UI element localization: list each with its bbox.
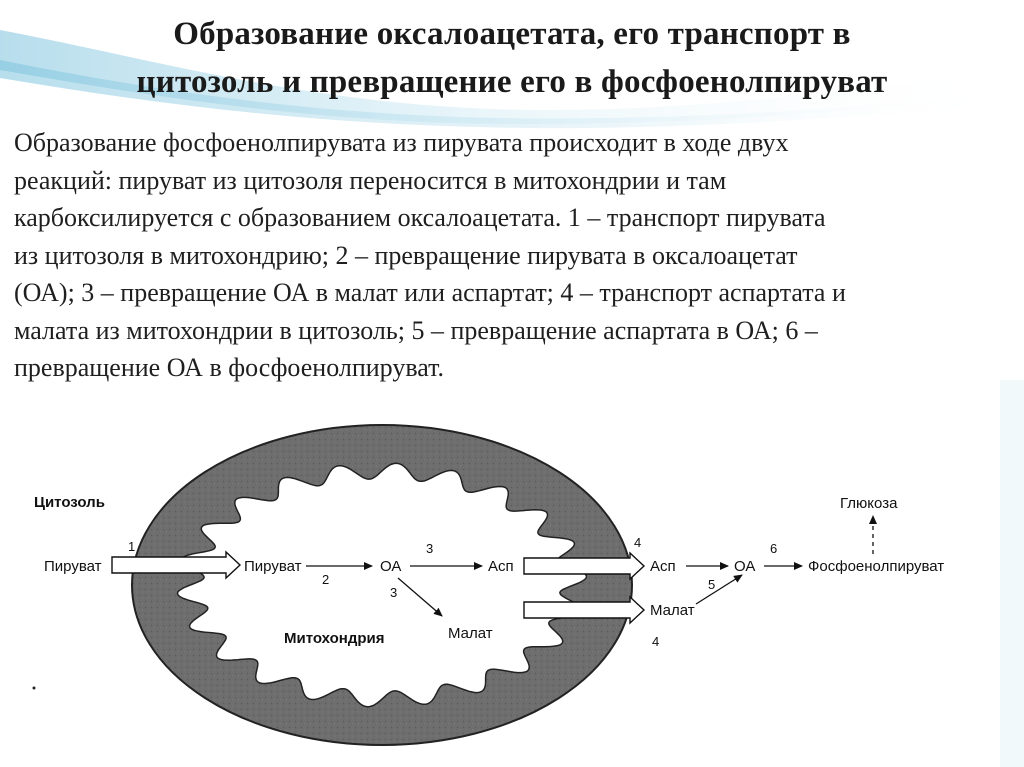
asp-cytosol-label: Асп [650,558,676,575]
stray-mark [33,687,36,690]
step-3-asp-number: 3 [426,541,434,556]
description-line: Образование фосфоенолпирувата из пирувата происходит в ходе двух [14,128,789,157]
description-line: превращение ОА в фосфоенолпируват. [14,353,445,382]
diagram-svg [24,392,1000,762]
mitochondrion-label: Митохондрия [284,630,385,647]
asp-mito-label: Асп [488,558,514,575]
title-line-2: цитозоль и превращение его в фосфоенолпируват [136,64,888,100]
description-line: малата из митохондрии в цитозоль; 5 – превращение аспартата в ОА; 6 – [14,315,818,345]
arrow-malate-to-oa [696,575,742,604]
description-text [14,124,1014,387]
oa-mito-label: ОА [380,558,402,575]
pyruvate-cytosol-label: Пируват [44,558,102,575]
step-1-number: 1 [128,539,136,554]
oa-cytosol-label: ОА [734,558,756,575]
description-line: (ОА); 3 – превращение ОА в малат или аспартат; 4 – транспорт аспартата и [14,278,846,307]
step-3-malate-number: 3 [390,585,398,600]
step-5-number: 5 [708,577,716,592]
pep-label: Фосфоенолпируват [808,558,945,575]
cytosol-label: Цитозоль [34,494,105,511]
malate-mito-label: Малат [448,625,493,642]
description-line: реакций: пируват из цитозоля переносится в митохондрии и там [14,165,727,195]
mitochondrion-diagram [24,392,1000,762]
malate-cytosol-label: Малат [650,602,695,619]
slide-title [40,10,984,106]
step-6-number: 6 [770,541,778,556]
title-line-1: Образование оксалоацетата, его транспорт в [173,16,851,52]
step-2-number: 2 [322,572,330,587]
description-line: из цитозоля в митохондрию; 2 – превращение пирувата в оксалоацетат [14,240,798,270]
step-4-asp-number: 4 [634,535,642,550]
description-line: карбоксилируется с образованием оксалоацетата. 1 – транспорт пирувата [14,203,826,232]
glucose-label: Глюкоза [840,495,898,512]
step-4-malate-number: 4 [652,634,660,649]
pyruvate-mito-label: Пируват [244,558,302,575]
